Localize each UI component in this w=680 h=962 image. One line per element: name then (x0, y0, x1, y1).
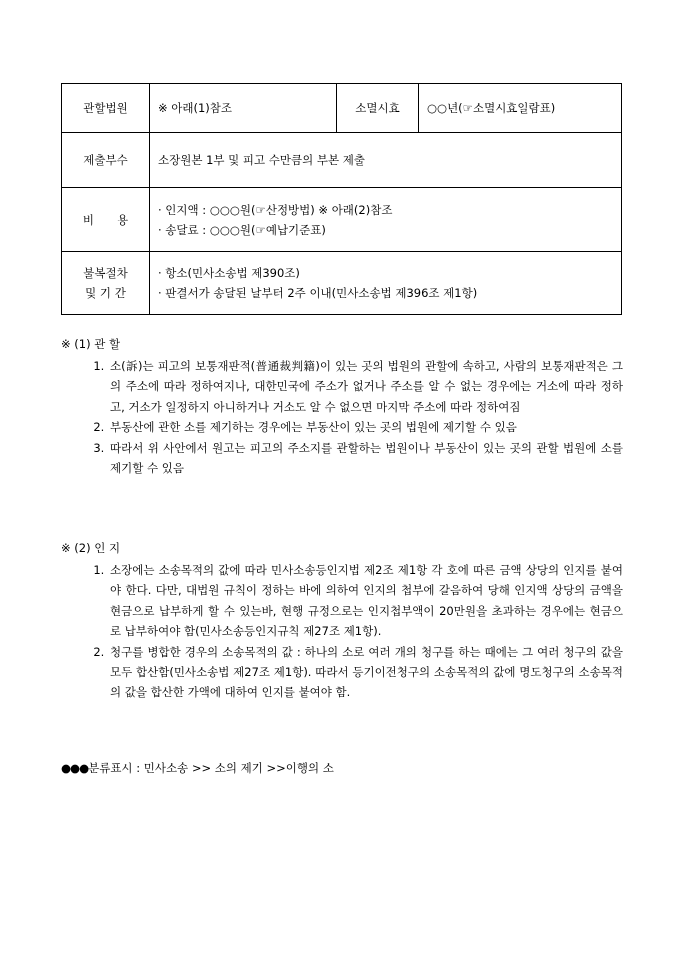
court-value: ※ 아래(1)참조 (150, 84, 337, 133)
appeal-line2: · 판결서가 송달된 날부터 2주 이내(민사소송법 제396조 제1항) (158, 286, 478, 300)
costs-value (150, 188, 622, 252)
list-item: 2. 부동산에 관한 소를 제기하는 경우에는 부동산이 있는 곳의 법원에 제기할 수 있음 (108, 417, 623, 437)
section-stamp (61, 538, 623, 703)
jurisdiction-list (61, 356, 623, 478)
appeal-label-line2: 및 기 간 (85, 286, 126, 300)
bullet-icons: ●●● (61, 761, 89, 775)
list-item: 1. 소장에는 소송목적의 값에 따라 민사소송등인지법 제2조 제1항 각 호에 따른 금액 상당의 인지를 붙여야 한다. 다만, 대법원 규칙이 정하는 바에 의하여 인지의 첩부에 갈음하여 당해 인지액 상당의 금액을 현금으로 납부하게 할 수 있는바, 현행 규정으로는 인지첩부액이 20만원을 초과하는 경우에는 현금으로 납부하여야 함(민사소송등인지규칙 제27조 제1항). (108, 560, 623, 642)
row-costs (62, 188, 622, 252)
appeal-value (150, 252, 622, 315)
appeal-label (62, 252, 150, 315)
list-item: 3. 따라서 위 사안에서 원고는 피고의 주소지를 관할하는 법원이나 부동산이 있는 곳의 관할 법원에 소를 제기할 수 있음 (108, 438, 623, 479)
section-jurisdiction-title: ※ (1) 관 할 (61, 337, 121, 351)
row-court (62, 84, 622, 133)
copies-value: 소장원본 1부 및 피고 수만큼의 부본 제출 (150, 133, 622, 188)
case-info-table (61, 83, 622, 315)
limitation-value: ○○년(☞소멸시효일람표) (419, 84, 622, 133)
copies-label: 제출부수 (62, 133, 150, 188)
appeal-label-line1: 불복절차 (83, 266, 128, 280)
row-appeal (62, 252, 622, 315)
list-item: 2. 청구를 병합한 경우의 소송목적의 값 : 하나의 소로 여러 개의 청구를 하는 때에는 그 여러 청구의 값을 모두 합산함(민사소송법 제27조 제1항). 따라서 등기이전청구의 소송목적의 값에 명도청구의 소송목적의 값을 합산한 가액에 대하여 인지를 붙여야 함. (108, 642, 623, 703)
row-copies (62, 133, 622, 188)
service-fee-line: · 송달료 : ○○○원(☞예납기준표) (158, 222, 326, 237)
stamp-fee-line: · 인지액 : ○○○원(☞산정방법) ※ 아래(2)참조 (158, 202, 393, 217)
limitation-label: 소멸시효 (337, 84, 419, 133)
appeal-line1: · 항소(민사소송법 제390조) (158, 266, 300, 280)
court-label: 관할법원 (62, 84, 150, 133)
stamp-list (61, 560, 623, 703)
costs-label: 비 용 (62, 188, 150, 252)
section-stamp-title: ※ (2) 인 지 (61, 541, 121, 555)
section-jurisdiction (61, 334, 623, 478)
list-item: 1. 소(訴)는 피고의 보통재판적(普通裁判籍)이 있는 곳의 법원의 관할에 속하고, 사람의 보통재판적은 그의 주소에 따라 정하여지나, 대한민국에 주소가 없거나 주소를 알 수 없는 경우에는 거소에 따라 정하고, 거소가 일정하지 아니하거나 거소도 알 수 없으면 마지막 주소에 따라 정하여짐 (108, 356, 623, 417)
classification-footer (61, 759, 334, 777)
classification-text: 분류표시 : 민사소송 >> 소의 제기 >>이행의 소 (88, 761, 334, 775)
